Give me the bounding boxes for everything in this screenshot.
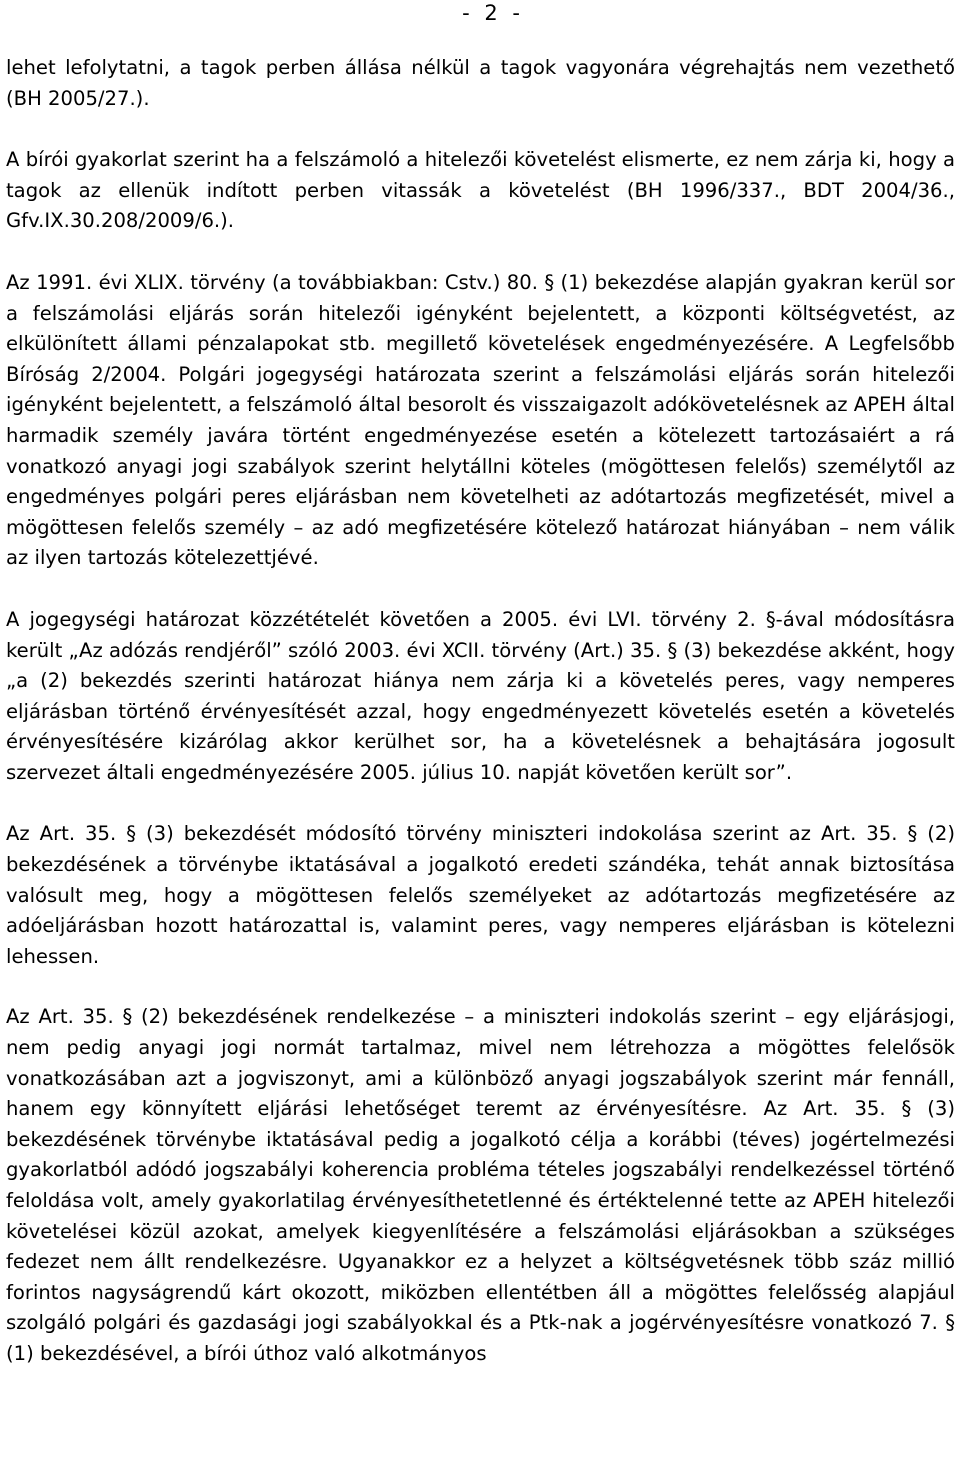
paragraph-judicial-practice: A bírói gyakorlat szerint ha a felszámoló a hitelezői követelést elismerte, ez nem zárja ki, hogy a tagok az ellenük indított perben vitassák a követelést (BH 1996/337., BDT 2004/36., Gfv.IX.30.208/2009/6.).: [6, 148, 955, 233]
paragraph-art-35-rendelkezes: Az Art. 35. § (2) bekezdésének rendelkezése – a miniszteri indokolás szerint – egy eljárásjogi, nem pedig anyagi jogi normát tartalmaz, mivel nem létrehozza a mögöttes felelősök vonatkozásában azt a jogviszonyt, ami a különböző anyagi jogszabályok szerint már fennáll, hanem egy könnyített eljárási lehetőséget teremt az érvényesítésre. Az Art. 35. § (3) bekezdésének törvénybe iktatásával pedig a jogalkotó célja a korábbi (téves) jogértelmezési gyakorlatból adódó jogszabályi koherencia probléma tételes jogszabályi rendelkezéssel történő feloldása volt, amely gyakorlatilag érvényesíthetetlenné és értéktelenné tette az APEH hitelezői követelései közül azokat, amelyek kiegyenlítésére a felszámolási eljárásokban a szükséges fedezet nem állt rendelkezésre. Ugyanakkor ez a helyzet a költségvetésnek több száz millió forintos nagyságrendű kárt okozott, miközben ellentétben áll a mögöttes felelősség alapjául szolgáló polgári és gazdasági jogi szabályokkal és a Ptk-nak a jogérvényesítésre vonatkozó 7. § (1) bekezdésével, a bírói úthoz való alkotmányos: [6, 1005, 955, 1365]
document-body: [6, 53, 955, 1401]
paragraph-jogegysegi-hatarozat: A jogegységi határozat közzétételét követően a 2005. évi LVI. törvény 2. §-ával módosításra került „Az adózás rendjéről” szóló 2003. évi XCII. törvény (Art.) 35. § (3) bekezdése akként, hogy „a (2) bekezdés szerinti határozat hiánya nem zárja ki a követelés peres, vagy nemperes eljárásban történő érvényesítését azzal, hogy engedményezett követelés esetén a követelés érvényesítésére kizárólag akkor kerülhet sor, ha a követelésnek a behajtására jogosult szervezet általi engedményezésére 2005. július 10. napját követően került sor”.: [6, 607, 955, 784]
paragraph-art-35-indokolas: Az Art. 35. § (3) bekezdését módosító törvény miniszteri indokolása szerint az Art. 35. § (2) bekezdésének a törvénybe iktatásával a jogalkotó eredeti szándéka, tehát annak biztosítása valósult meg, hogy a mögöttesen felelős személyeket az adótartozás megfizetésére az adóeljárásban hozott határozattal is, valamint peres, vagy nemperes eljárásban is kötelezni lehessen.: [6, 822, 955, 968]
paragraph-continuation: lehet lefolytatni, a tagok perben állása nélkül a tagok vagyonára végrehajtás nem vezethető (BH 2005/27.).: [6, 56, 955, 110]
paragraph-cstv-80: Az 1991. évi XLIX. törvény (a továbbiakban: Cstv.) 80. § (1) bekezdése alapján gyakran kerül sor a felszámolási eljárás során hitelezői igényként bejelentett, a központi költségvetést, az elkülönített állami pénzalapokat stb. megillető követelések engedményezésére. A Legfelsőbb Bíróság 2/2004. Polgári jogegységi határozata szerint a felszámolási eljárás során hitelezői igényként bejelentett, a felszámoló által besorolt és visszaigazolt adókövetelésnek az APEH által harmadik személy javára történt engedményezése esetén a kötelezett tartozásaiért a rá vonatkozó anyagi jogi szabályok szerint helytállni köteles (mögöttesen felelős) személytől az engedményes polgári peres eljárásban nem követelheti az adótartozás megfizetését, mivel a mögöttesen felelős személy – az adó megfizetésére kötelező határozat hiányában – nem válik az ilyen tartozás kötelezettjévé.: [6, 270, 955, 570]
page-number: - 2 -: [462, 1, 520, 25]
